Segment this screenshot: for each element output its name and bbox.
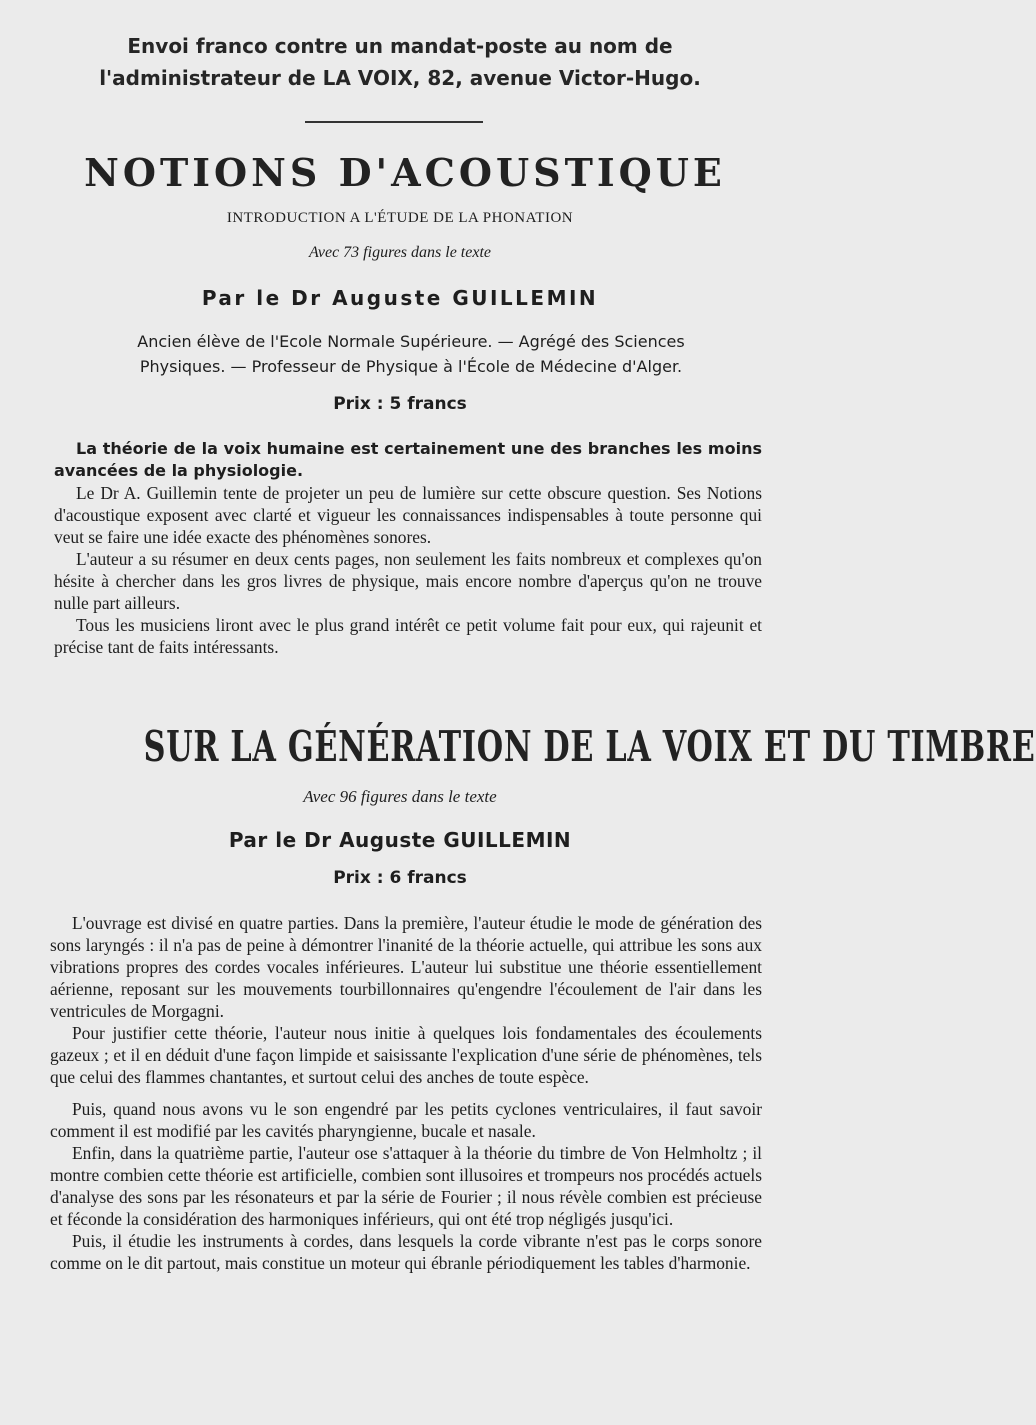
section-divider bbox=[305, 121, 483, 123]
book2-paragraph: Puis, il étudie les instruments à cordes, dans lesquels la corde vibrante n'est pas le corps sonore comme on le dit partout, mais constitue un moteur qui ébranle périodiquement les tables d'harmonie. bbox=[50, 1231, 762, 1273]
book1-paragraph: Le Dr A. Guillemin tente de projeter un peu de lumière sur cette obscure question. Ses Notions d'acoustique exposent avec clarté et vigueur les connaissances indispensables à toute personne qui veut se faire une idée exacte des phénomènes sonores. bbox=[54, 483, 762, 547]
ordering-notice-line-2: l'administrateur de LA VOIX, 82, avenue Victor-Hugo. bbox=[99, 66, 701, 90]
book1-paragraph: La théorie de la voix humaine est certainement une des branches les moins avancées de la physiologie. bbox=[54, 439, 762, 480]
book1-credentials bbox=[56, 329, 766, 379]
book1-subtitle: INTRODUCTION A L'ÉTUDE DE LA PHONATION bbox=[226, 210, 574, 226]
book2-title: SUR LA GÉNÉRATION DE LA VOIX ET DU TIMBRE bbox=[143, 722, 1036, 771]
book1-author: Par le Dr Auguste GUILLEMIN bbox=[201, 286, 599, 310]
book2-paragraph: Pour justifier cette théorie, l'auteur nous initie à quelques lois fondamentales des écoulements gazeux ; et il en déduit d'une façon limpide et saisissante l'explication d'une série de phénomènes, tels que celui des flammes chantantes, et surtout celui des anches de toute espèce. bbox=[50, 1023, 762, 1087]
book2-description bbox=[50, 912, 762, 1274]
book2-author: Par le Dr Auguste GUILLEMIN bbox=[228, 828, 572, 852]
book2-paragraph: Puis, quand nous avons vu le son engendré par les petits cyclones ventriculaires, il faut savoir comment il est modifié par les cavités pharyngienne, bucale et nasale. bbox=[50, 1099, 762, 1141]
book1-credentials-line-1: Ancien élève de l'Ecole Normale Supérieure. — Agrégé des Sciences bbox=[137, 332, 685, 351]
book1-price: Prix : 5 francs bbox=[333, 394, 467, 414]
book2-price: Prix : 6 francs bbox=[333, 868, 467, 888]
book2-paragraph: Enfin, dans la quatrième partie, l'auteur ose s'attaquer à la théorie du timbre de Von Helmholtz ; il montre combien cette théorie est artificielle, combien sont illusoires et trompeurs nos procédés actuels d'analyse des sons par les résonateurs et par la série de Fourier ; il nous révèle combien est précieuse et féconde la considération des harmoniques inférieurs, qui ont été trop négligés jusqu'ici. bbox=[50, 1143, 762, 1229]
book1-credentials-line-2: Physiques. — Professeur de Physique à l'École de Médecine d'Alger. bbox=[139, 357, 683, 376]
book1-paragraph: L'auteur a su résumer en deux cents pages, non seulement les faits nombreux et complexes qu'on hésite à chercher dans les gros livres de physique, mais encore nombre d'aperçus qu'on ne trouve nulle part ailleurs. bbox=[54, 549, 762, 613]
ordering-notice-line-1: Envoi franco contre un mandat-poste au nom de bbox=[127, 34, 673, 58]
book1-figures-note: Avec 73 figures dans le texte bbox=[308, 244, 491, 261]
book1-paragraph: Tous les musiciens liront avec le plus grand intérêt ce petit volume fait pour eux, qui rajeunit et précise tant de faits intéressants. bbox=[54, 615, 762, 657]
book1-description bbox=[54, 438, 762, 658]
ordering-notice bbox=[40, 30, 760, 94]
book2-figures-note: Avec 96 figures dans le texte bbox=[303, 787, 497, 806]
book1-title: NOTIONS D'ACOUSTIQUE bbox=[84, 150, 726, 195]
book2-paragraph: L'ouvrage est divisé en quatre parties. Dans la première, l'auteur étudie le mode de génération des sons laryngés : il n'a pas de peine à démontrer l'inanité de la théorie actuelle, qui attribue les sons aux vibrations propres des cordes vocales inférieures. L'auteur lui substitue une théorie essentiellement aérienne, reposant sur les mouvements tourbillonnaires qu'engendre l'écoulement de l'air dans les ventricules de Morgagni. bbox=[50, 913, 762, 1021]
